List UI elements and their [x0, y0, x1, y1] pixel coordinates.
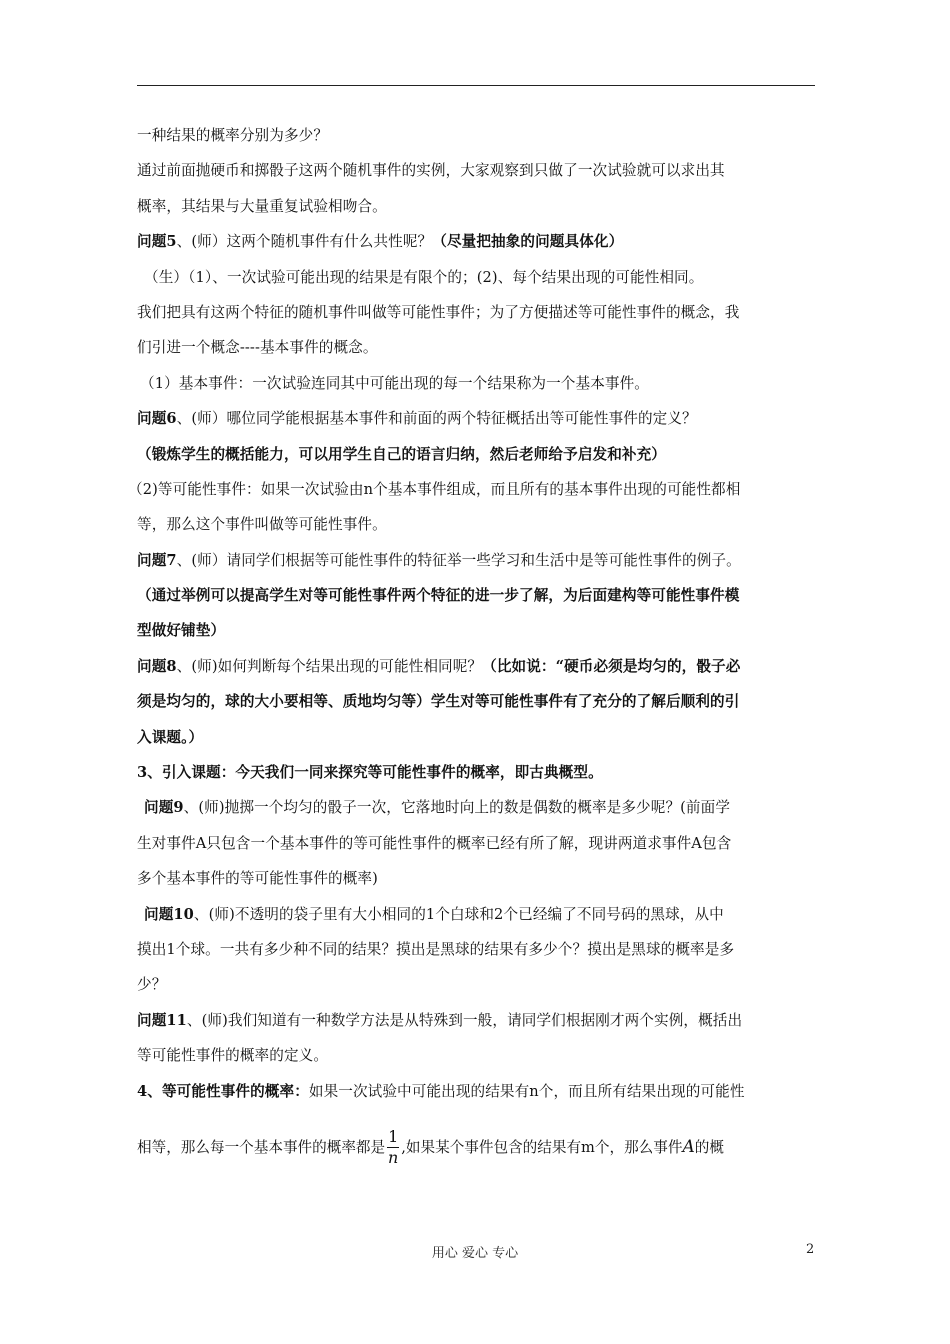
question-text: 、(师)不透明的袋子里有大小相同的1个白球和2个已经编了不同号码的黑球，从中: [193, 905, 724, 923]
definition-basic-event: （1）基本事件：一次试验连同其中可能出现的每一个结果称为一个基本事件。: [140, 374, 649, 392]
formula-text-after: 的概: [694, 1138, 724, 1156]
question-label: 问题6: [137, 410, 177, 428]
definition-text: 如果一次试验中可能出现的结果有n个，而且所有结果出现的可能性: [308, 1082, 745, 1100]
question-label: 问题10: [144, 905, 194, 923]
question-7: [137, 543, 817, 578]
question-text: 、(师)如何判断每个结果出现的可能性相同呢？: [176, 657, 483, 675]
formula-text-before: 相等，那么每一个基本事件的概率都是: [137, 1138, 386, 1156]
definition-equal-event: （2)等可能性事件：如果一次试验由n个基本事件组成，而且所有的基本事件出现的可能性都相: [128, 480, 741, 498]
teaching-note: （锻炼学生的概括能力，可以用学生自己的语言归纳，然后老师给予启发和补充）: [137, 445, 666, 463]
question-9: [137, 790, 817, 825]
section-4-heading: 4、等可能性事件的概率：: [137, 1082, 309, 1100]
text-line: 我们把具有这两个特征的随机事件叫做等可能性事件；为了方便描述等可能性事件的概念，我: [137, 303, 740, 321]
question-text: 、(师)抛掷一个均匀的骰子一次，它落地时向上的数是偶数的概率是多少呢？(前面学: [183, 799, 731, 817]
text-line: 生对事件A只包含一个基本事件的等可能性事件的概率已经有所了解，现讲两道求事件A包含: [137, 834, 732, 852]
page-number: 2: [806, 1242, 815, 1257]
question-label: 问题11: [137, 1011, 187, 1029]
question-note: （尽量把抽象的问题具体化）: [432, 233, 624, 251]
event-variable: A: [682, 1136, 695, 1157]
question-label: 问题9: [144, 799, 184, 817]
text-line: 等可能性事件的概率的定义。: [137, 1047, 329, 1065]
text-line: 概率，其结果与大量重复试验相吻合。: [137, 197, 387, 215]
teaching-note: 入课题。）: [137, 728, 204, 746]
question-6: [137, 401, 817, 436]
question-text: 、(师）这两个随机事件有什么共性呢？: [176, 233, 433, 251]
question-label: 问题7: [137, 551, 177, 569]
teaching-note: 须是均匀的，球的大小要相等、质地均匀等）学生对等可能性事件有了充分的了解后顺利的引: [137, 693, 740, 711]
teaching-note: （通过举例可以提高学生对等可能性事件两个特征的进一步了解，为后面建构等可能性事件模: [137, 587, 740, 605]
text-line: 通过前面抛硬币和掷骰子这两个随机事件的实例，大家观察到只做了一次试验就可以求出其: [137, 162, 725, 180]
document-body: [128, 118, 817, 1177]
text-line: 等，那么这个事件叫做等可能性事件。: [137, 516, 387, 534]
text-line: 们引进一个概念----基本事件的概念。: [137, 339, 378, 357]
question-label: 问题8: [137, 657, 177, 675]
fraction-denominator: n: [388, 1148, 399, 1168]
section-4-definition: [137, 1074, 817, 1109]
page-footer: 用心 爱心 专心: [431, 1246, 519, 1261]
text-line: 少？: [137, 976, 167, 994]
fraction-numerator: 1: [388, 1127, 399, 1147]
section-3-heading: 3、引入课题：今天我们一同来探究等可能性事件的概率，即古典概型。: [137, 764, 603, 782]
question-note: （比如说：“硬币必须是均匀的，骰子必: [482, 657, 741, 675]
question-10: [137, 897, 817, 932]
question-text: 、(师）哪位同学能根据基本事件和前面的两个特征概括出等可能性事件的定义？: [176, 410, 697, 428]
question-text: 、(师）请同学们根据等可能性事件的特征举一些学习和生活中是等可能性事件的例子。: [176, 551, 741, 569]
text-line: 摸出1个球。一共有多少种不同的结果？摸出是黑球的结果有多少个？摸出是黑球的概率是多: [137, 940, 735, 958]
teaching-note: 型做好铺垫）: [137, 622, 226, 640]
question-11: [137, 1003, 817, 1038]
text-line: 一种结果的概率分别为多少？: [137, 127, 329, 144]
question-5: [137, 224, 817, 259]
question-label: 问题5: [137, 233, 177, 251]
probability-formula-line: [137, 1117, 817, 1177]
header-rule: [137, 85, 815, 86]
fraction-one-over-n: [387, 1127, 399, 1168]
formula-text-middle: ,如果某个事件包含的结果有m个，那么事件: [401, 1138, 683, 1156]
question-8: [137, 649, 817, 684]
text-line: （生）（1）、一次试验可能出现的结果是有限个的；(2)、每个结果出现的可能性相同。: [144, 268, 704, 286]
question-text: 、(师)我们知道有一种数学方法是从特殊到一般，请同学们根据刚才两个实例，概括出: [186, 1011, 743, 1029]
text-line: 多个基本事件的等可能性事件的概率): [137, 870, 378, 888]
